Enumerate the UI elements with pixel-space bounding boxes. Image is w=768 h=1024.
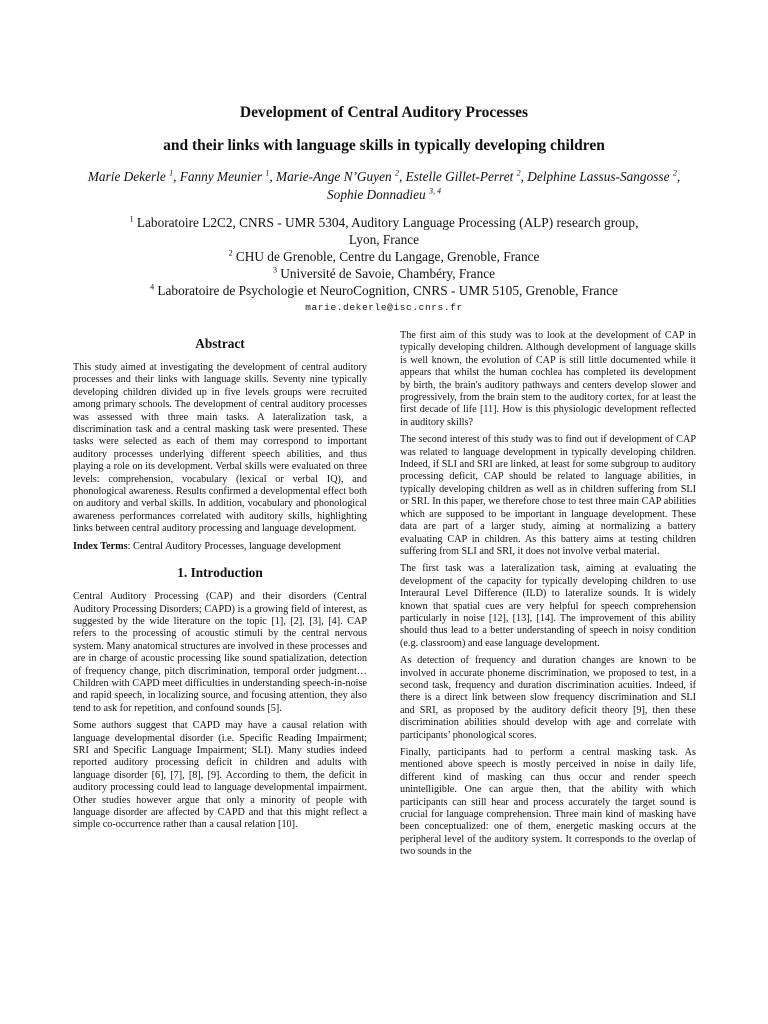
body-paragraph: As detection of frequency and duration changes are known to be involved in accurate phoneme discrimination, we proposed to test, in a second task, frequency and duration discrimination acuities. Indeed, if there is a direct link between slow frequency discrimination and SLI and SRI, as proposed by the auditory deficit theory [9], then these discrimination abilities should develop with age and correlate with participants’ phonological scores. <box>400 655 696 741</box>
affiliation-text: Laboratoire L2C2, CNRS - UMR 5304, Auditory Language Processing (ALP) research group, <box>136 215 639 230</box>
body-paragraph: Central Auditory Processing (CAP) and their disorders (Central Auditory Processing Disorders; CAPD) is a growing field of interest, as suggested by the wide literature on the topic [1], [2], [3], [4]. CAP refers to the processing of acoustic stimuli by the central nervous system. Many anatomical structures are involved in these processes and are in charge of acoustic processing like sound spatialization, detection of frequency change, pitch discrimination, temporal order judgment… Children with CAPD meet difficulties in understanding speech-in-noise and rapid speech, in localizing source, and focusing attention, they also tend to ask for repetition, and confound sounds [5]. <box>73 591 367 714</box>
affiliation-text: Laboratoire de Psychologie et NeuroCognition, CNRS - UMR 5105, Grenoble, France <box>157 283 618 298</box>
affiliation-line <box>70 231 698 248</box>
affiliation-mark: 3 <box>272 265 277 275</box>
author-name: , Estelle Gillet-Perret <box>398 169 514 184</box>
author-affiliation-mark: 1 <box>169 168 174 178</box>
affiliation-line <box>70 265 698 282</box>
index-terms-text: : Central Auditory Processes, language development <box>127 540 341 552</box>
affiliation-line <box>70 282 698 299</box>
paper-title-line-1: Development of Central Auditory Processes <box>239 104 529 121</box>
author-affiliation-mark: 2 <box>516 168 521 178</box>
author-affiliation-mark: 2 <box>394 168 399 178</box>
index-terms-label: Index Terms <box>73 540 128 552</box>
contact-email: marie.dekerle@isc.cnrs.fr <box>305 302 463 313</box>
left-column <box>73 330 367 832</box>
affiliation-mark: 4 <box>150 282 155 292</box>
affiliation-mark: 2 <box>228 248 233 258</box>
introduction-heading: 1. Introduction <box>177 565 263 581</box>
author-name: Marie Dekerle <box>87 169 166 184</box>
affiliation-list <box>70 214 698 299</box>
author-name: , Sophie Donnadieu <box>327 169 681 202</box>
affiliation-line <box>70 248 698 265</box>
affiliation-text: Lyon, France <box>348 232 420 247</box>
author-name: , Marie-Ange N’Guyen <box>269 169 392 184</box>
paper-title-line-2: and their links with language skills in typically developing children <box>163 137 605 154</box>
author-affiliation-mark: 3, 4 <box>428 186 441 196</box>
body-paragraph: Some authors suggest that CAPD may have a causal relation with language developmental disorder (i.e. Specific Reading Impairment; SRI and Specific Language Impairment; SLI). Many studies indeed reported auditory processing deficit in children and adults with language disorder [6], [7], [8], [9]. According to them, the deficit in auditory processing could lead to language developmental impairment. Other studies however argue that only a minority of people with language disorder are affected by CAPD and that this might reflect a simple co-occurrence rather than a causal relation [10]. <box>73 720 367 831</box>
affiliation-mark: 1 <box>129 214 134 224</box>
body-paragraph: The second interest of this study was to find out if development of CAP was related to language development in typically developing children. Indeed, if SLI and SRI are linked, at least for some subgroup to auditory processing deficit, CAP should be related to language abilities, in typically developing children as well as in children suffering from SLI or SRI. In this paper, we therefore chose to test three main CAP abilities which are supposed to be important in language development. These data are part of a larger study, aiming at normalizing a battery evaluating CAP in children. As this battery aims at testing children suffering from SLI and SRI, it does not involve verbal material. <box>400 434 696 557</box>
affiliation-text: CHU de Grenoble, Centre du Langage, Grenoble, France <box>235 249 540 264</box>
body-paragraph: The first task was a lateralization task, aiming at evaluating the development of the capacity for typically developing children to use Interaural Level Difference (ILD) to lateralize sounds. It is widely known that spatial cues are very helpful for speech comprehension particularly in noise [12], [13], [14]. The improvement of this ability should thus lead to a better understanding of speech in noisy condition (e.g. classroom) and ease language development. <box>400 563 696 649</box>
abstract-text: This study aimed at investigating the development of central auditory processes and their links with language skills. Seventy nine typically developing children divided up in five levels groups were recruited among primary schools. The development of central auditory processes was assessed with three main tasks. A lateralization task, a discrimination task and a central masking task were presented. These tasks were selected as each of them may correspond to important auditory processes underlying different speech abilities, and thus playing a role on its development. Verbal skills were evaluated on three levels: comprehension, vocabulary (lexical or verbal IQ), and phonological awareness. Results confirmed a developmental effect both on auditory and verbal skills. In addition, vocabulary and phonological awareness performances correlated with auditory skills, highlighting links between central auditory processing and language development. <box>73 362 367 535</box>
author-name: , Fanny Meunier <box>173 169 263 184</box>
author-list <box>70 168 698 204</box>
author-name: , Delphine Lassus-Sangosse <box>520 169 670 184</box>
author-affiliation-mark: 1 <box>265 168 270 178</box>
author-affiliation-mark: 2 <box>672 168 677 178</box>
affiliation-line <box>70 214 698 231</box>
abstract-heading: Abstract <box>195 336 245 351</box>
index-terms <box>73 541 367 553</box>
affiliation-text: Université de Savoie, Chambéry, France <box>280 266 496 281</box>
right-column <box>400 330 696 859</box>
body-paragraph: Finally, participants had to perform a central masking task. As mentioned above speech is mostly perceived in noise in daily life, different kind of masking can thus occur and render speech unintelligible. One can argue then, that the ability with which participants can still hear and process accurately the target sound is crucial for language comprehension. Three main kind of masking have been conceptualized: one of them, energetic masking occurs at the peripheral level of the auditory system. It corresponds to the overlap of two sounds in the <box>400 747 696 858</box>
body-paragraph: The first aim of this study was to look at the development of CAP in typically developing children. Although development of language skills is well known, the evolution of CAP is still little documented while it appears that whilst the human cochlea has completed its development by birth, the brain's auditory pathways and centers develop slower and progressively, from the brain stem to the auditory cortex, for at least the first decade of life [11]. How is this physiologic development reflected in auditory skills? <box>400 330 696 428</box>
